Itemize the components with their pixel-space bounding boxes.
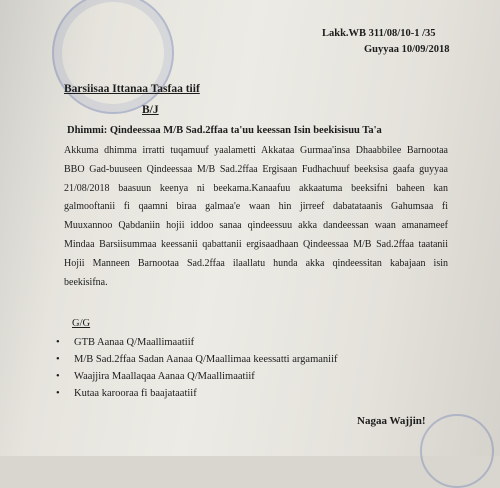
recipient: Barsiisaa Ittanaa Tasfaa tiif [64,83,200,95]
bullet-icon: • [56,354,60,365]
bullet-icon: • [56,337,60,348]
body-paragraph: Akkuma dhimma irratti tuqamuuf yaalametti Akkataa Gurmaa'insa Dhaabbilee Barnootaa BBO Gad-buuseen Qindeessaa M/B Sad.2ffaa Ergisaan Fudhachuuf beeksisa gaafa guyyaa 21/08/2018 baasuun keenya ni beekama.Kanaafuu akkaatuma beeksifni baheen kan galmooftanii fi qaamni biraa galmaa'e waan hin jirreef dabatataanis Gahumsaa fi Muuxannoo Qabdaniin hojii iddoo sanaa qindeessuu akka dandeessan waan amanameef Mindaa Barsiisummaa keessanii qabattanii ergisaadhaan Qindeessaa M/B Sad.2ffaa taatanii Hojii Manneen Barnootaa Sad.2ffaa ilaallatu hunda akka qindeessitan kabajaan isin beekisifna. [64,145,448,288]
cc-item: • M/B Sad.2ffaa Sadan Aanaa Q/Maallimaa keessatti argamaniif [56,351,338,368]
cc-item: • Waajjira Maallaqaa Aanaa Q/Maallimaatiif [56,368,338,385]
cc-item: • GTB Aanaa Q/Maallimaatiif [56,334,338,351]
bullet-icon: • [56,388,60,399]
cc-item: • Kutaa karooraa fi baajataatiif [56,385,338,402]
letter-date: Guyyaa 10/09/2018 [364,44,450,55]
subject-line: Dhimmi: Qindeessaa M/B Sad.2ffaa ta'uu keessan Isin beekisisuu Ta'a [67,125,382,136]
closing: Nagaa Wajjin! [357,415,426,427]
reference-number: Lakk.WB 311/08/10-1 /35 [322,28,436,39]
cc-list [56,334,338,402]
bj-label: B/J [142,104,159,116]
cc-heading: G/G [72,318,91,329]
letter-body [64,142,448,292]
official-seal-bottom [420,414,494,488]
bullet-icon: • [56,371,60,382]
